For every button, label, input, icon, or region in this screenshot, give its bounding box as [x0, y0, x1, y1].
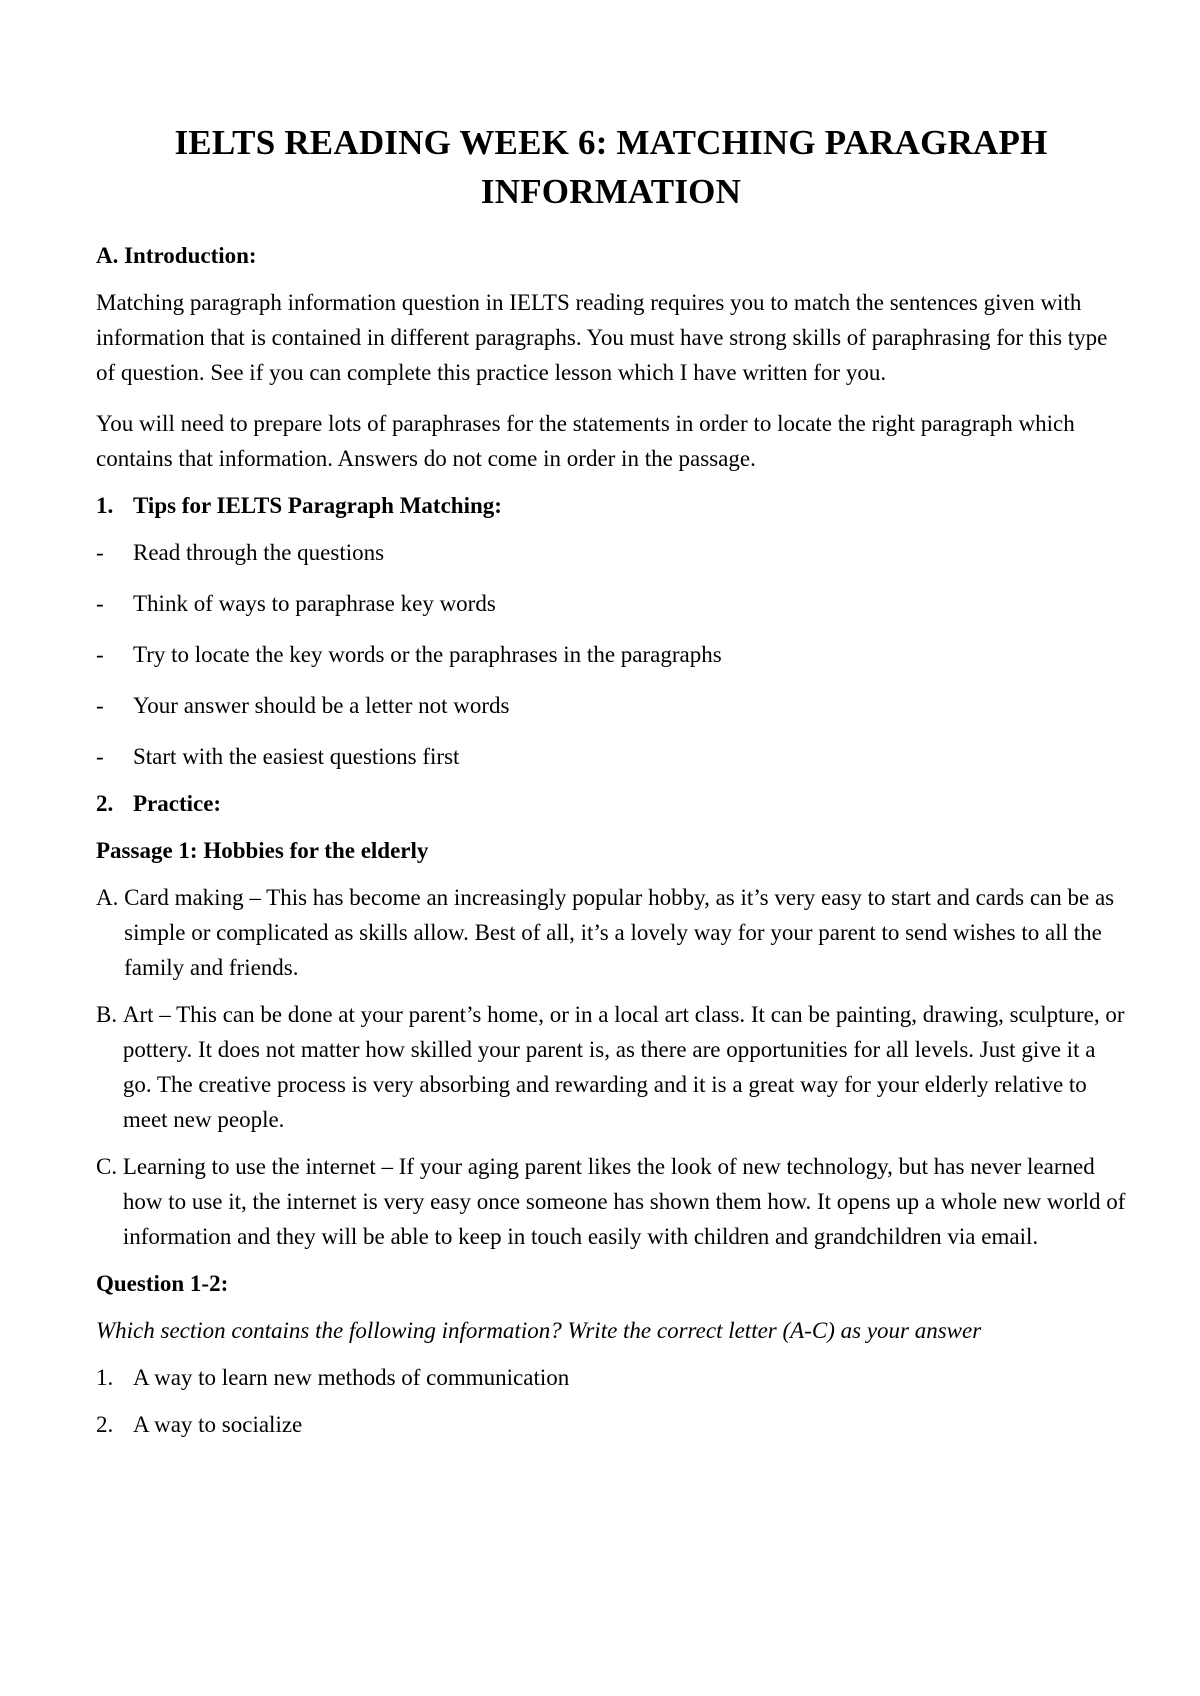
practice-heading-marker: 2.	[96, 791, 114, 816]
tip-bullet: -	[96, 591, 104, 616]
question-item	[96, 1360, 1126, 1395]
tip-text: Your answer should be a letter not words	[133, 693, 510, 718]
tip-text: Try to locate the key words or the paraphrases in the paragraphs	[133, 642, 722, 667]
question-item	[96, 1407, 1126, 1442]
tips-heading-marker: 1.	[96, 493, 114, 518]
document-content	[96, 118, 1126, 1442]
tip-bullet: -	[96, 693, 104, 718]
tip-text: Start with the easiest questions first	[133, 744, 460, 769]
question-text: A way to socialize	[133, 1412, 303, 1437]
introduction-paragraph-2: You will need to prepare lots of paraphrases for the statements in order to locate the right paragraph which contains that information. Answers do not come in order in the passage.	[96, 411, 1075, 471]
passage-title: Passage 1: Hobbies for the elderly	[96, 838, 429, 863]
paragraph-text: Card making – This has become an increasingly popular hobby, as it’s very easy to start and cards can be as simple or complicated as skills allow. Best of all, it’s a lovely way for your parent to send wishes to all the family and friends.	[124, 885, 1115, 980]
tip-item	[96, 739, 1126, 774]
tip-bullet: -	[96, 540, 104, 565]
tip-item	[96, 637, 1126, 672]
practice-heading	[96, 786, 1126, 821]
tip-item	[96, 535, 1126, 570]
introduction-heading: A. Introduction:	[96, 243, 257, 268]
tip-text: Think of ways to paraphrase key words	[133, 591, 496, 616]
practice-heading-text: Practice:	[133, 791, 222, 816]
paragraph-letter: C.	[96, 1154, 118, 1179]
passage-paragraph-c	[96, 1149, 1126, 1254]
tip-item	[96, 586, 1126, 621]
paragraph-letter: A.	[96, 885, 119, 910]
introduction-paragraph-1: Matching paragraph information question in IELTS reading requires you to match the sentences given with information that is contained in different paragraphs. You must have strong skills of paraphrasing for this type of question. See if you can complete this practice lesson which I have written for you.	[96, 290, 1108, 385]
questions-heading: Question 1-2:	[96, 1271, 229, 1296]
paragraph-text: Art – This can be done at your parent’s home, or in a local art class. It can be painting, drawing, sculpture, or pottery. It does not matter how skilled your parent is, as there are opportunities for all levels. Just give it a go. The creative process is very absorbing and rewarding and it is a great way for your elderly relative to meet new people.	[122, 1002, 1125, 1132]
tip-bullet: -	[96, 744, 104, 769]
page-title-line-1: IELTS READING WEEK 6: MATCHING PARAGRAPH	[174, 123, 1048, 162]
tips-heading-text: Tips for IELTS Paragraph Matching:	[133, 493, 502, 518]
page-title	[96, 118, 1126, 216]
question-text: A way to learn new methods of communication	[133, 1365, 570, 1390]
tip-item	[96, 688, 1126, 723]
tip-bullet: -	[96, 642, 104, 667]
paragraph-text: Learning to use the internet – If your aging parent likes the look of new technology, but has never learned how to use it, the internet is very easy once someone has shown them how. It opens up a whole new world of information and they will be able to keep in touch easily with children and grandchildren via email.	[122, 1154, 1126, 1249]
tips-heading	[96, 488, 1126, 523]
paragraph-letter: B.	[96, 1002, 118, 1027]
question-number: 2.	[96, 1412, 114, 1437]
question-number: 1.	[96, 1365, 114, 1390]
passage-paragraph-b	[96, 997, 1126, 1137]
questions-instruction: Which section contains the following information? Write the correct letter (A-C) as your answer	[96, 1318, 982, 1343]
passage-paragraph-a	[96, 880, 1126, 985]
page-title-line-2: INFORMATION	[480, 172, 742, 211]
tip-text: Read through the questions	[133, 540, 385, 565]
